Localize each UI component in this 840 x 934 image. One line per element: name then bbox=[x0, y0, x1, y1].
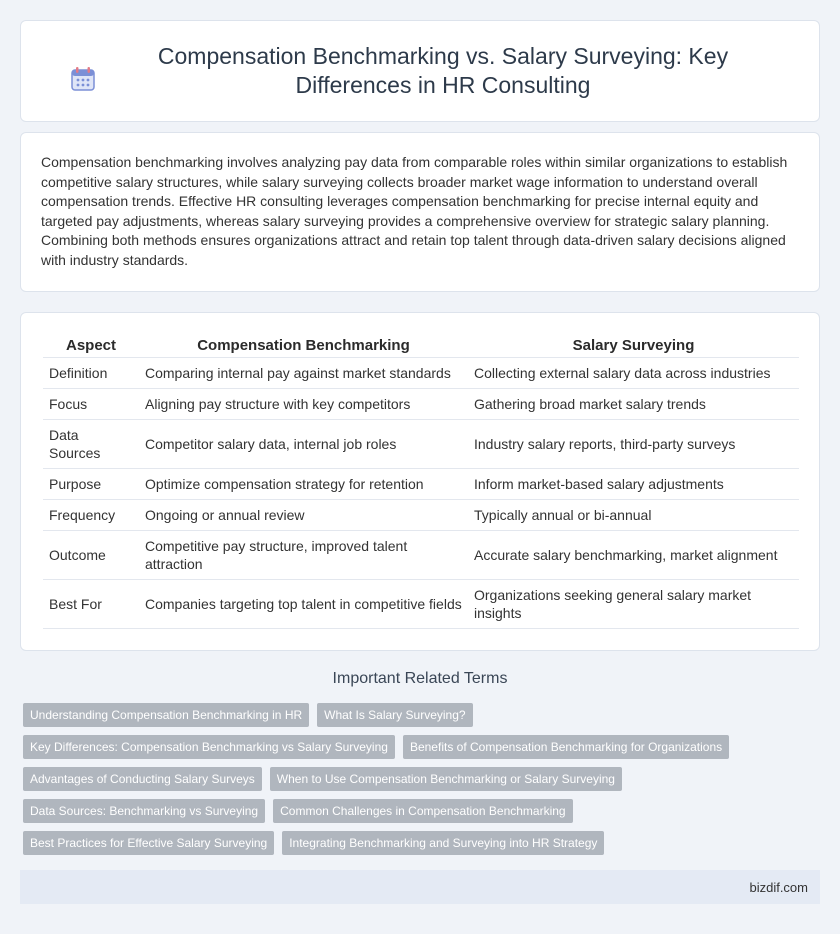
row-surveying: Gathering broad market salary trends bbox=[468, 389, 799, 420]
tag-row bbox=[23, 831, 823, 855]
row-aspect: Definition bbox=[43, 358, 139, 389]
row-surveying: Inform market-based salary adjustments bbox=[468, 469, 799, 500]
related-terms-list bbox=[23, 703, 823, 863]
tag-row bbox=[23, 735, 823, 759]
footer bbox=[20, 870, 820, 904]
row-surveying: Organizations seeking general salary market insights bbox=[468, 580, 799, 629]
row-benchmarking: Ongoing or annual review bbox=[139, 500, 468, 531]
related-term-link[interactable]: When to Use Compensation Benchmarking or Salary Surveying bbox=[270, 767, 622, 791]
row-benchmarking: Competitor salary data, internal job roles bbox=[139, 420, 468, 469]
row-surveying: Typically annual or bi-annual bbox=[468, 500, 799, 531]
table-row bbox=[43, 389, 799, 420]
row-aspect: Best For bbox=[43, 580, 139, 629]
intro-card bbox=[20, 132, 820, 292]
table-row bbox=[43, 500, 799, 531]
related-terms-title: Important Related Terms bbox=[332, 670, 508, 687]
tag-row bbox=[23, 767, 823, 791]
row-benchmarking: Competitive pay structure, improved talent attraction bbox=[139, 531, 468, 580]
comparison-table bbox=[43, 333, 799, 629]
table-row bbox=[43, 469, 799, 500]
calendar-icon bbox=[70, 66, 96, 92]
row-benchmarking: Aligning pay structure with key competitors bbox=[139, 389, 468, 420]
header-compensation-benchmarking: Compensation Benchmarking bbox=[139, 333, 468, 358]
related-term-link[interactable]: Key Differences: Compensation Benchmarking vs Salary Surveying bbox=[23, 735, 395, 759]
header-aspect: Aspect bbox=[43, 333, 139, 358]
table-header-row bbox=[43, 333, 799, 358]
page-title: Compensation Benchmarking vs. Salary Surveying: Key Differences in HR Consulting bbox=[157, 43, 729, 98]
table-row bbox=[43, 531, 799, 580]
related-term-link[interactable]: Common Challenges in Compensation Benchmarking bbox=[273, 799, 572, 823]
intro-paragraph: Compensation benchmarking involves analyzing pay data from comparable roles within similar organizations to establish competitive salary structures, while salary surveying collects broader market wage information to understand overall compensation trends. Effective HR consulting leverages compensation benchmarking for precise internal equity and targeted pay adjustments, whereas salary surveying provides a comprehensive overview for strategic salary planning. Combining both methods ensures organizations attract and retain top talent through data-driven salary decisions aligned with industry standards. bbox=[41, 154, 788, 268]
table-row bbox=[43, 420, 799, 469]
row-surveying: Accurate salary benchmarking, market alignment bbox=[468, 531, 799, 580]
row-aspect: Outcome bbox=[43, 531, 139, 580]
related-term-link[interactable]: Advantages of Conducting Salary Surveys bbox=[23, 767, 262, 791]
row-surveying: Collecting external salary data across industries bbox=[468, 358, 799, 389]
tag-row bbox=[23, 703, 823, 727]
row-benchmarking: Companies targeting top talent in competitive fields bbox=[139, 580, 468, 629]
table-row bbox=[43, 358, 799, 389]
row-aspect: Focus bbox=[43, 389, 139, 420]
related-term-link[interactable]: Benefits of Compensation Benchmarking for Organizations bbox=[403, 735, 729, 759]
table-row bbox=[43, 580, 799, 629]
footer-site[interactable]: bizdif.com bbox=[749, 879, 808, 895]
title-wrap bbox=[70, 42, 770, 100]
row-benchmarking: Comparing internal pay against market standards bbox=[139, 358, 468, 389]
related-term-link[interactable]: Best Practices for Effective Salary Surveying bbox=[23, 831, 274, 855]
row-aspect: Frequency bbox=[43, 500, 139, 531]
related-term-link[interactable]: Data Sources: Benchmarking vs Surveying bbox=[23, 799, 265, 823]
row-aspect: Data Sources bbox=[43, 420, 139, 469]
header-salary-surveying: Salary Surveying bbox=[468, 333, 799, 358]
related-term-link[interactable]: What Is Salary Surveying? bbox=[317, 703, 472, 727]
title-card bbox=[20, 20, 820, 122]
row-benchmarking: Optimize compensation strategy for retention bbox=[139, 469, 468, 500]
row-surveying: Industry salary reports, third-party surveys bbox=[468, 420, 799, 469]
row-aspect: Purpose bbox=[43, 469, 139, 500]
tag-row bbox=[23, 799, 823, 823]
related-term-link[interactable]: Integrating Benchmarking and Surveying into HR Strategy bbox=[282, 831, 604, 855]
comparison-table-card bbox=[20, 312, 820, 651]
related-term-link[interactable]: Understanding Compensation Benchmarking in HR bbox=[23, 703, 309, 727]
